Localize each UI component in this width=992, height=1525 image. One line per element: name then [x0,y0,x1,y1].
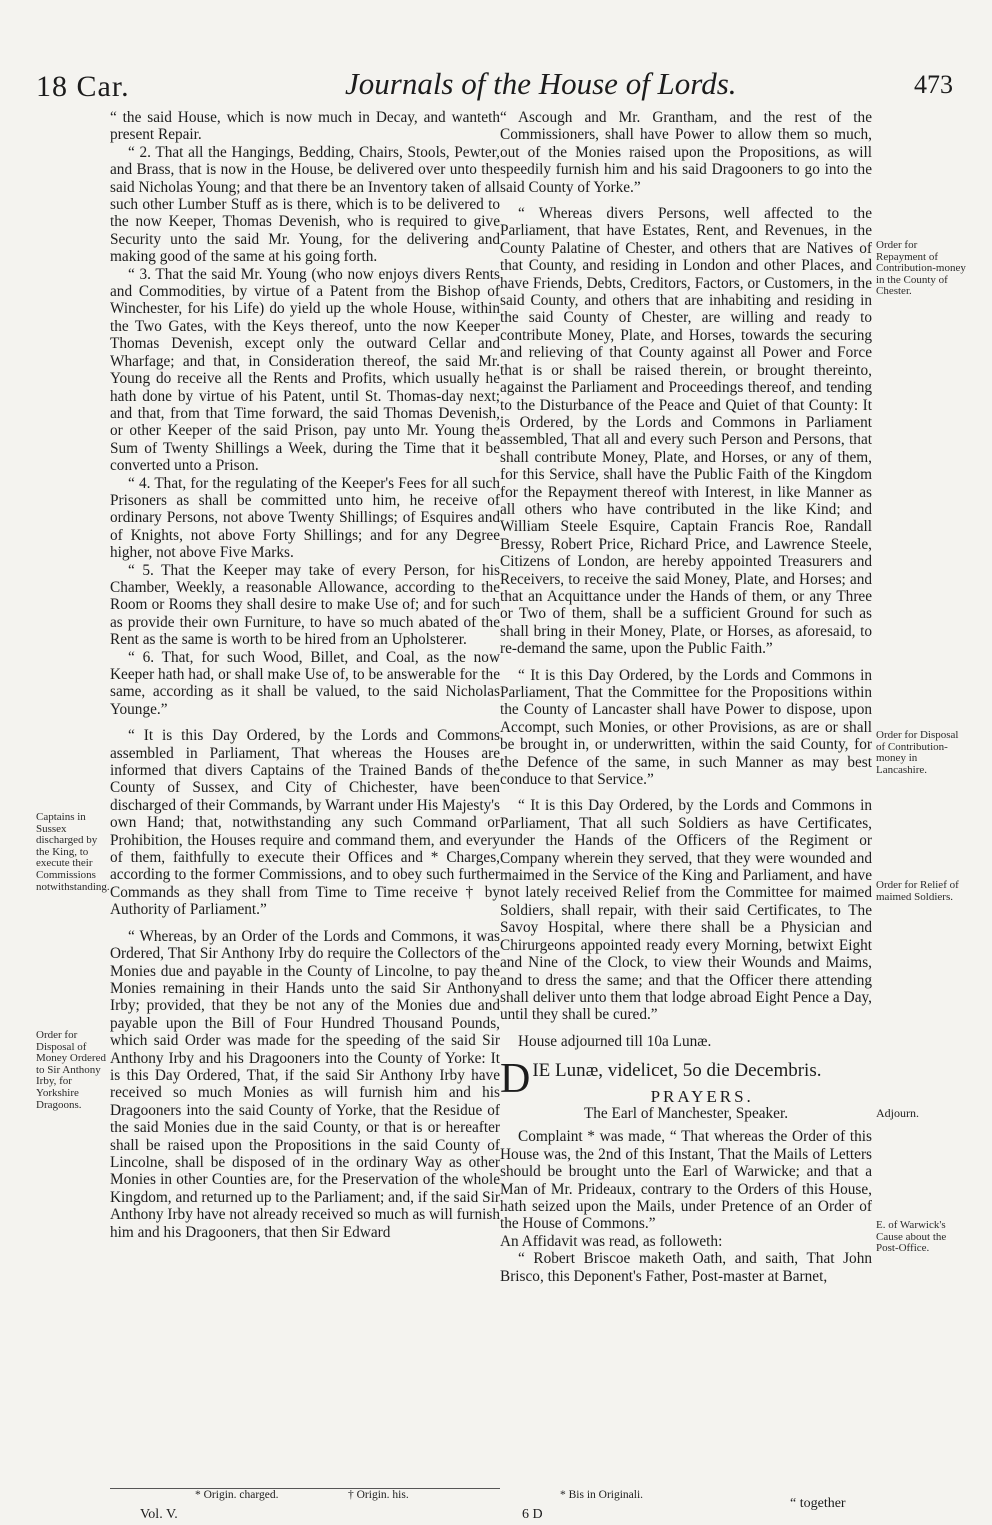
running-head-title: Journals of the House of Lords. [345,66,737,101]
marginal-note-adjourn: Adjourn. [876,1106,919,1120]
die-lunae-text: IE Lunæ, videlicet, 5o die Decembris. [532,1060,822,1082]
paragraph: “ 4. That, for the regulating of the Keeper's Fees for all such Prisoners as shall be committed unto him, he receive of ordinary Persons, not above Twenty Shillings; of Esquires and of Knights, not above Forty Shillings; and for any Degree higher, not above Five Marks. [110,474,500,562]
running-head-regnal-year: 18 Car. [36,70,130,103]
paragraph: “ Whereas divers Persons, well affected to the Parliament, that have Estates, Rent, and Revenues, in the County Palatine of Chester, and others that are Natives of that County, and residing in London and other Places, and have Friends, Debts, Creditors, Factors, or Customers, in the said County, and others that are inhabiting and residing in the said County of Chester, are willing and ready to contribute Money, Plate, and Horses, towards the securing and relieving of that County against all Power and Force that is or shall be raised therein, or brought thereinto, against the Parliament and Proceedings thereof, and tending to the Disturbance of the Peace and Quiet of that County: It is Ordered, by the Lords and Commons in Parliament assembled, That all and every such Person and Persons, that shall contribute Money, Plate, and Horses, or any of them, for this Service, shall have the Public Faith of the Kingdom for the Repayment thereof with Interest, in like Manner as all others who have contributed in the like Kind; and William Steele Esquire, Captain Francis Roe, Randall Bressy, Robert Price, Richard Price, and Lawrence Steele, Citizens of London, are hereby appointed Treasurers and Receivers, to receive the said Money, Plate, and Horses; and that an Acquittance under the Hands of them, or any Three or Two of them, shall be a sufficient Ground for such as shall bring in their Money, Plate, or Horses, as aforesaid, to re-demand the same, upon the Public Faith.” [500,205,872,658]
footnote-3: * Bis in Originali. [560,1489,644,1501]
paragraph: “ It is this Day Ordered, by the Lords and Commons in Parliament, That the Committee for the Propositions within the County of Lancaster shall have Power to dispose, upon Accompt, such Monies, or other Provisions, as are or shall be brought in, or underwritten, within the said County, for the Defence of the same, in such Manner as may best conduce to that Service.” [500,666,872,789]
paragraph: “ It is this Day Ordered, by the Lords and Commons assembled in Parliament, That whereas the Houses are informed that divers Captains of the Trained Bands of the County of Sussex, and City of Chichester, have been discharged of their Commands, by Warrant under His Majesty's own Hand; that, notwithstanding any such Command or Prohibition, the Houses require and command them, and every of them, faithfully to execute their Offices and * Charges, according to the former Commissions, and to obey such further Commands as they shall from Time to Time receive † by Authority of Parliament.” [110,727,500,919]
marginal-note-maimed: Order for Relief of maimed Soldiers. [876,879,959,903]
paragraph: “ Robert Briscoe maketh Oath, and saith, That John Brisco, this Deponent's Father, Post-master at Barnet, [500,1250,872,1285]
adjournment-line: House adjourned till 10a Lunæ. [518,1032,712,1050]
paragraph: “ 3. That the said Mr. Young (who now enjoys divers Rents and Commodities, by virtue of a Patent from the Bishop of Winchester, for his Life) do yield up the whole House, within the Two Gates, with the Keys thereof, unto the now Keeper Thomas Devenish, except only the outward Cellar and Wharfage; and that, in Consideration thereof, the said Mr. Young do receive all the Rents and Profits, which usually he hath done by virtue of his Patent, until St. Thomas-day next; and that, from that Time forward, the said Thomas Devenish, or other Keeper of the said Prison, pay unto Mr. Young the Sum of Twenty Shillings a Week, during the Time that it be converted unto a Prison. [110,265,500,475]
marginal-note-warwick: E. of Warwick's Cause about the Post-Office. [876,1219,947,1255]
drop-cap: D [500,1056,531,1103]
marginal-note-lancashire: Order for Disposal of Contribution-money in Lancashire. [876,729,959,776]
paragraph: “ It is this Day Ordered, by the Lords and Commons in Parliament, That all such Soldiers as have Certificates, under the Hands of the Officers of the Regiment or Company wherein they served, that they were wounded and maimed in the Service of the King and Parliament, and have not lately received Relief from the Committee for maimed Soldiers, shall repair, with their said Certificates, to The Savoy Hospital, where there shall be a Physician and Chirurgeons appointed ready every Morning, betwixt Eight and Nine of the Clock, to view their Wounds and Maims, and to dress the same; and that the Officer there attending shall deliver unto them that lodge abroad Eight Pence a Day, until they shall be cured.” [500,797,872,1024]
paragraph: An Affidavit was read, as followeth: [500,1232,723,1250]
volume-label: Vol. V. [140,1507,178,1522]
signature-mark: 6 D [522,1507,543,1522]
paragraph: Complaint * was made, “ That whereas the Order of this House was, the 2nd of this Instant, That the Mails of Letters should be brought unto the Earl of Warwicke; and that a Man of Mr. Prideaux, contrary to the Orders of this House, hath seized upon the Mails, under Pretence of an Order of the House of Commons.” [500,1128,872,1233]
paragraph: “ 5. That the Keeper may take of every Person, for his Chamber, Weekly, a reasonable Allowance, according to the Room or Rooms they shall desire to make Use of; and for such as provide their own Furniture, to have so much abated of the Rent as the same is worth to be hired from an Upholsterer. [110,561,500,649]
paragraph: “ the said House, which is now much in Decay, and wanteth present Repair. [110,109,500,144]
page-number: 473 [914,70,953,99]
paragraph: “ 2. That all the Hangings, Bedding, Chairs, Stools, Pewter, and Brass, that is now in the House, be delivered over unto the said Nicholas Young; and that there be an Inventory taken of all such other Lumber Stuff as is there, which is to be delivered to the now Keeper, Thomas Devenish, who is required to give Security unto the said Mr. Young, for the delivering and making good of the same at his going forth. [110,143,500,266]
marginal-note-chester: Order for Repayment of Contribution-money in the County of Chester. [876,239,966,298]
paragraph: “ Whereas, by an Order of the Lords and Commons, it was Ordered, That Sir Anthony Irby do require the Collectors of the Monies due and payable in the County of Lincolne, to pay the Monies remaining in their Hands unto the said Sir Anthony Irby; provided, that they be not any of the Monies due and payable upon the Bill of Four Hundred Thousand Pounds, which said Order was made for the speeding of the said Sir Anthony Irby and his Dragooners into the County of Yorke: It is this Day Ordered, That, if the said Sir Anthony Irby have received so much Monies as will furnish him and his Dragooners into the said County of Yorke, that the Residue of the said Monies due in the said County, or that is or hereafter shall be raised upon the Propositions in the said County of Lincolne, shall be disposed of in the ordinary Way as other Monies in other Counties are, for the Preservation of the whole Kingdom, and returned up to the Parliament; and, if the said Sir Anthony Irby have not already received so much as will furnish him and his Dragooners, that then Sir Edward [110,927,500,1241]
footnote-1: * Origin. charged. [195,1489,279,1501]
left-column [110,109,500,1241]
right-column [500,109,872,1285]
footnote-2: † Origin. his. [348,1489,409,1501]
catchword: “ together [790,1496,846,1511]
paragraph: “ Ascough and Mr. Grantham, and the rest of the Commissioners, shall have Power to allow them so much, out of the Monies raised upon the Propositions, as will speedily furnish him and his said Dragooners to go into the said County of Yorke.” [500,109,872,196]
marginal-note-irby: Order for Disposal of Money Ordered to Sir Anthony Irby, for Yorkshire Dragoons. [36,1029,106,1111]
marginal-note-sussex: Captains in Sussex discharged by the King, to execute their Commissions notwithstanding. [36,811,110,893]
prayers-heading: PRAYERS. [650,1086,754,1106]
speaker-line: The Earl of Manchester, Speaker. [583,1104,789,1122]
footnote-rule [110,1488,500,1489]
paragraph: “ 6. That, for such Wood, Billet, and Coal, as the now Keeper hath had, or shall make Use of, to be answerable for the same, according as it shall be valued, to the said Nicholas Younge.” [110,648,500,718]
